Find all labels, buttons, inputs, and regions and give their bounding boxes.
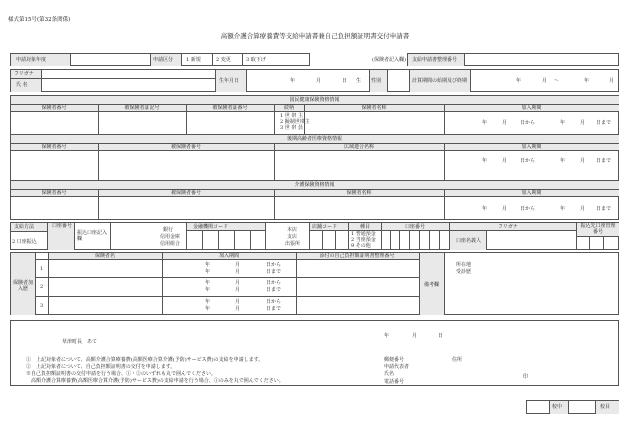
kaigo-from-year: 年 <box>482 206 488 212</box>
shinkin-label: 信用金庫 <box>160 234 181 240</box>
period-start-month: 月 <box>542 77 548 84</box>
birth-month-unit: 月 <box>316 77 322 84</box>
kokuho-from-day: 日から <box>520 120 536 126</box>
year-label: 申請対象年度 <box>16 56 47 63</box>
row2-from-year: 年 <box>205 280 211 286</box>
history-row-2-num: 2 <box>40 284 44 290</box>
recipient-label: 振込先口座管理番号 <box>580 223 616 235</box>
category-new[interactable]: 1 新規 <box>186 56 201 63</box>
kokuho-col-period: 加入期間 <box>521 104 542 111</box>
row3-from-month: 月 <box>235 299 241 305</box>
kokuho-from-month: 月 <box>502 120 508 126</box>
kaigo-to-year: 年 <box>560 206 566 212</box>
furigana-field[interactable] <box>42 70 214 78</box>
koki-from-day: 日から <box>520 158 536 164</box>
row3-from-day: 日から <box>266 299 282 305</box>
kaigo-from-month: 月 <box>502 206 508 212</box>
kokuho-from-year: 年 <box>482 120 488 126</box>
branch-code-label: 店舗コード <box>312 223 338 230</box>
seal-label: 印 <box>523 374 529 380</box>
kokuho-to-day: 日まで <box>596 120 612 126</box>
row1-from-month: 月 <box>235 262 241 268</box>
history-col-cert-no: 添付の自己負担額証明書整理番号 <box>319 252 395 259</box>
account-no-label: 口座番号 <box>405 223 426 230</box>
kaigo-col-number: 被保険者番号 <box>170 189 201 196</box>
row3-to-month: 月 <box>235 306 241 312</box>
type-current[interactable]: 2 当座預金 <box>351 237 376 243</box>
row1-to-month: 月 <box>235 269 241 275</box>
name-label: 氏 名 <box>16 82 28 88</box>
kokuho-to-year: 年 <box>560 120 566 126</box>
period-end-month: 月 <box>609 77 615 84</box>
kokuho-title: 国民健康保険資格情報 <box>11 96 619 104</box>
period-tilde: ～ <box>554 77 560 84</box>
declaration-item-2[interactable]: ② 上記対象者について、自己負担額証明書の交付を申請します。 <box>26 364 176 370</box>
furigana-label: フリガナ <box>14 71 34 77</box>
remarks-label: 備考欄 <box>424 282 440 288</box>
account-number-label: 口座番号 <box>52 223 73 229</box>
koki-from-month: 月 <box>502 158 508 164</box>
row1-from-day: 日から <box>266 262 282 268</box>
koki-from-year: 年 <box>482 158 488 164</box>
decl-year: 年 <box>384 333 390 339</box>
category-change[interactable]: 2 変更 <box>216 56 231 63</box>
row3-to-day: 日まで <box>266 306 282 312</box>
kaigo-col-period: 加入期間 <box>521 189 542 196</box>
birth-year-unit: 年 <box>290 77 296 84</box>
form-number: 様式第15号(第32条関係) <box>8 17 71 23</box>
koki-title: 後期高齢者医療資格情報 <box>11 135 619 143</box>
relation-member[interactable]: 3 世 帯 員 <box>280 125 303 131</box>
account-type-label: 種目 <box>360 223 371 230</box>
kokuho-col-insurer-no: 保険者番号 <box>41 104 67 111</box>
sub-branch-label: 出張所 <box>285 241 301 247</box>
koki-to-day: 日まで <box>596 158 612 164</box>
sex-label: 性別 <box>371 77 382 84</box>
kaigo-to-month: 月 <box>580 206 586 212</box>
bank-label: 銀行 <box>163 227 174 233</box>
method-label: 支給方法 <box>14 224 35 230</box>
approved-label: 校目 <box>600 404 611 410</box>
holder-label: 口座名義人 <box>456 237 482 244</box>
stamp-history: 受診歴 <box>456 269 472 275</box>
phone-label: 電話番号 <box>384 379 405 385</box>
transfer-label: 振込口座記入欄 <box>77 230 108 242</box>
checked-label: 校中 <box>552 404 563 410</box>
kokuho-to-month: 月 <box>580 120 586 126</box>
form-title: 高額介護合算療養費等支給申請書兼自己負担額証明書交付申請書 <box>220 32 410 40</box>
row3-from-year: 年 <box>205 299 211 305</box>
name-field[interactable] <box>42 79 214 91</box>
row2-from-day: 日から <box>266 280 282 286</box>
head-office-label: 本店 <box>287 227 298 233</box>
category-withdraw[interactable]: 3 取下げ <box>246 56 266 63</box>
koki-col-insurer-no: 保険者番号 <box>41 143 67 150</box>
type-ordinary[interactable]: 1 普通預金 <box>351 231 376 237</box>
birth-day-unit: 日 <box>342 77 348 84</box>
decl-day: 日 <box>438 333 444 339</box>
row2-from-month: 月 <box>235 280 241 286</box>
history-side-label: 保険者加入歴 <box>13 280 34 292</box>
kokuho-col-number: 被保険者証番号 <box>212 104 248 111</box>
decl-month: 月 <box>412 333 418 339</box>
row2-to-day: 日まで <box>266 287 282 293</box>
birth-label: 生年月日 <box>219 77 240 84</box>
kokuho-col-symbol: 被保険者証記号 <box>124 104 160 111</box>
postal-label: 郵便番号 <box>384 357 405 363</box>
addressee: 草津町長 あて <box>62 339 98 345</box>
bank-code-label: 金融機関コード <box>193 223 229 230</box>
representative-label: 申請代表者 <box>384 364 410 370</box>
kaigo-from-day: 日から <box>520 206 536 212</box>
applicant-name-label: 氏名 <box>384 371 395 377</box>
period-label: 計算期間の始期及び終期 <box>412 77 468 84</box>
method-transfer[interactable]: 2 口座振込 <box>12 239 37 245</box>
declaration-item-1[interactable]: ① 上記対象者について、高額介護合算療養費(高額医療合算介護(予防)サービス費)の支給を申請します。 <box>26 357 264 363</box>
branch-label: 支店 <box>287 234 298 240</box>
birth-suffix: 生 <box>356 77 362 84</box>
row1-to-day: 日まで <box>266 269 282 275</box>
relation-head[interactable]: 1 世 帯 主 <box>280 113 303 119</box>
stamp-location: 所在地 <box>456 262 472 268</box>
koki-to-year: 年 <box>560 158 566 164</box>
kaigo-col-insurer-no: 保険者番号 <box>41 189 67 196</box>
period-start-year: 年 <box>516 77 522 84</box>
type-other[interactable]: 9 その他 <box>351 243 371 249</box>
history-row-1-num: 1 <box>40 266 44 272</box>
kokuho-col-insurer-name: 保険者名称 <box>361 104 387 111</box>
period-end-year: 年 <box>584 77 590 84</box>
history-row-3-num: 3 <box>40 303 44 309</box>
kokuho-col-relation: 続柄 <box>283 104 294 111</box>
koki-col-number: 被保険者番号 <box>170 143 201 150</box>
row2-to-month: 月 <box>235 287 241 293</box>
kaigo-to-day: 日まで <box>596 206 612 212</box>
koki-col-period: 加入期間 <box>521 143 542 150</box>
koki-col-union: 広域連合名称 <box>343 143 374 150</box>
row1-to-year: 年 <box>205 269 211 275</box>
history-col-period: 加入期間 <box>218 252 239 259</box>
doc-number-label: 支給申請書整理番号 <box>412 56 458 63</box>
relation-pseudo-head[interactable]: 2 擬制世帯主 <box>280 119 310 125</box>
kaigo-col-insurer-name: 保険者名称 <box>346 189 372 196</box>
address-label: 住所 <box>452 357 463 363</box>
history-col-insurer: 保険者名 <box>94 252 115 259</box>
row1-from-year: 年 <box>205 262 211 268</box>
koki-to-month: 月 <box>580 158 586 164</box>
insurer-fill-label: (保険者記入欄) <box>372 56 406 63</box>
history-section <box>10 252 619 315</box>
holder-furigana-label: フリガナ <box>498 223 518 230</box>
kaigo-title: 介護保険資格情報 <box>11 181 619 189</box>
row2-to-year: 年 <box>205 287 211 293</box>
declaration-note-1: ※自己負担額証明書の交付申請を行う場合、①・②のいずれも丸で囲んでください。 <box>26 371 217 377</box>
declaration-note-2: 高額介護合算療養費(高額医療合算介護(予防)サービス費)の支給申請を行う場合、①のみを丸で囲んでください。 <box>26 378 284 384</box>
category-label: 申請区分 <box>153 56 174 63</box>
row3-to-year: 年 <box>205 306 211 312</box>
shinkumi-label: 信用組合 <box>160 241 181 247</box>
